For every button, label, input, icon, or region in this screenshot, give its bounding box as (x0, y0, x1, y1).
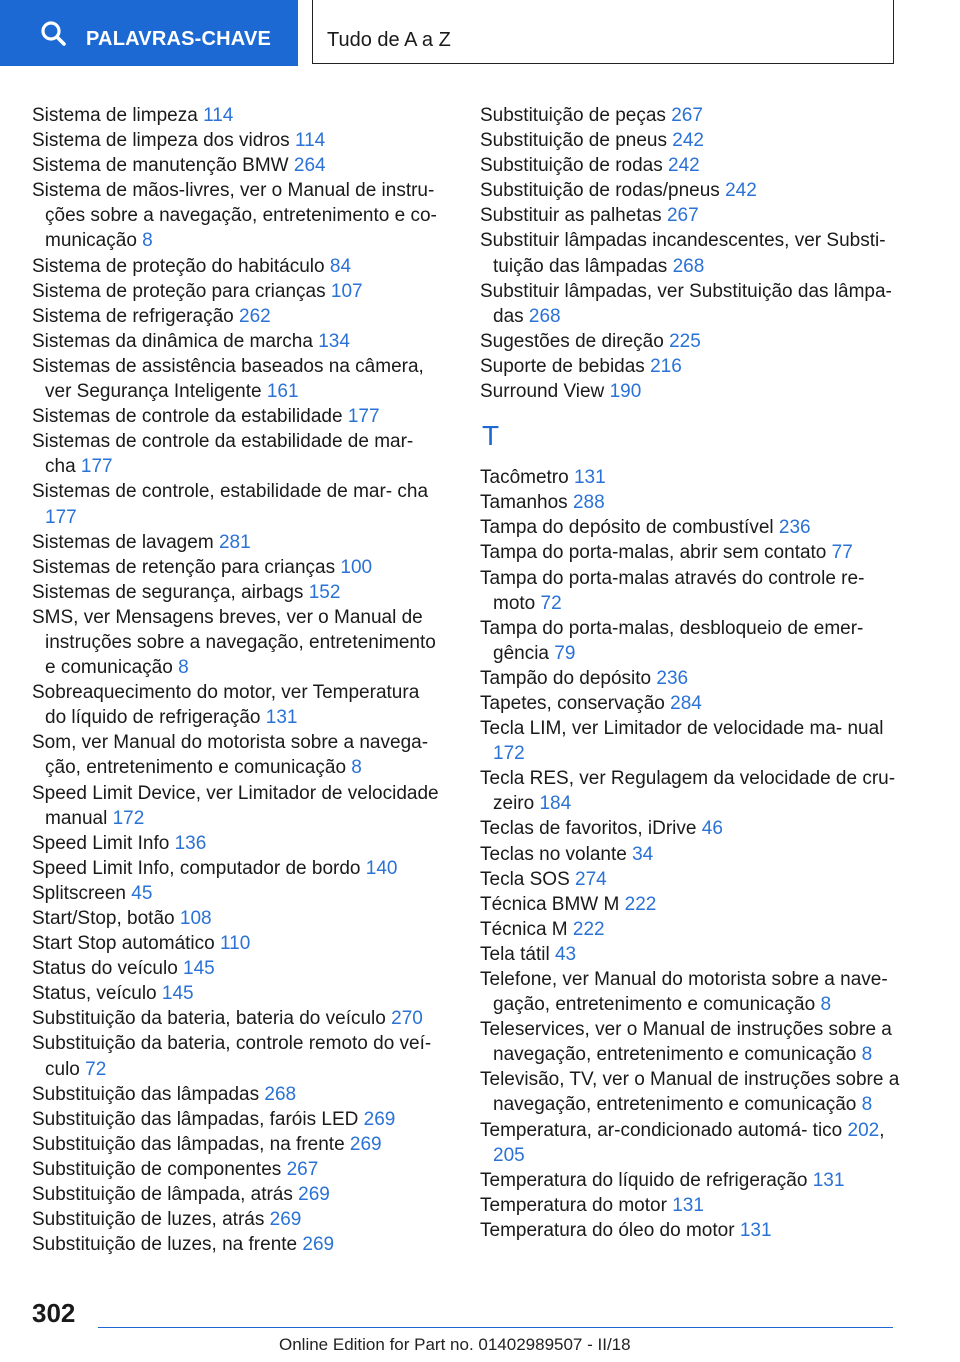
page-reference-link[interactable]: 262 (239, 305, 271, 327)
index-entry (32, 605, 444, 680)
index-term: Sistemas de controle, estabilidade de mar‐ cha (32, 481, 429, 503)
page-reference-link[interactable]: 136 (174, 832, 207, 854)
search-icon (40, 20, 66, 46)
page-reference-link[interactable]: 274 (575, 868, 607, 890)
page-reference-link[interactable]: 268 (264, 1083, 297, 1105)
page-reference-link[interactable]: 177 (80, 456, 113, 478)
page-reference-link[interactable]: 269 (302, 1234, 335, 1256)
index-term: Sistemas de controle da estabilidade (32, 406, 343, 428)
index-entry (480, 465, 900, 490)
page-reference-link[interactable]: 110 (220, 933, 251, 955)
index-term: Tampa do porta-malas, abrir sem contato (480, 542, 827, 564)
page-reference-link[interactable]: 190 (609, 381, 642, 403)
index-entry (32, 981, 444, 1006)
index-term: Substituição de luzes, atrás (32, 1209, 265, 1231)
index-term: Substituição de rodas (480, 155, 663, 177)
page-reference-link[interactable]: 8 (820, 994, 832, 1016)
index-entry (480, 566, 900, 616)
page-reference-link[interactable]: 236 (656, 667, 689, 689)
page-reference-link[interactable]: 77 (831, 542, 853, 564)
page-reference-link[interactable]: 72 (540, 592, 562, 614)
page-reference-link[interactable]: 269 (269, 1209, 302, 1231)
page-reference-link[interactable]: 134 (318, 330, 350, 352)
index-term: Substituição de luzes, na frente (32, 1234, 298, 1256)
index-entry (480, 917, 900, 942)
footer-divider (98, 1327, 893, 1328)
index-entry (480, 228, 900, 278)
index-term: Tecla SOS (480, 868, 570, 890)
index-entry (480, 203, 900, 228)
index-entry (32, 103, 444, 128)
index-term: Substituição das lâmpadas, faróis LED (32, 1108, 359, 1130)
page-reference-link[interactable]: 108 (179, 908, 212, 929)
index-term: Sistema de limpeza (32, 105, 198, 126)
index-entry (480, 1017, 900, 1067)
page-reference-link[interactable]: 45 (131, 882, 153, 904)
page-reference-link[interactable]: 242 (668, 155, 700, 177)
page-reference-link[interactable]: 84 (329, 255, 352, 277)
index-term: Tacômetro (480, 467, 569, 489)
page-reference-link[interactable]: 184 (539, 793, 572, 815)
page-reference-link[interactable]: 145 (183, 958, 215, 980)
index-entry (32, 153, 444, 178)
index-term: Tela tátil (480, 943, 550, 965)
index-entry (32, 1182, 444, 1207)
index-term: Sistemas de retenção para crianças (32, 556, 336, 578)
index-entry (32, 279, 444, 304)
tab-keywords[interactable] (0, 0, 298, 66)
index-entry (32, 1082, 444, 1107)
page-reference-link[interactable]: 8 (351, 757, 362, 779)
index-term: Splitscreen (32, 882, 126, 904)
index-term: Substituição da bateria, controle remoto do veí‐ culo (32, 1033, 432, 1080)
index-entry (480, 942, 900, 967)
page-reference-link[interactable]: 269 (298, 1184, 330, 1206)
section-letter: T (482, 420, 500, 452)
page-reference-link[interactable]: 216 (650, 355, 682, 377)
index-term: Tamanhos (480, 492, 568, 514)
page-reference-link[interactable]: 267 (671, 105, 703, 126)
page-reference-link[interactable]: 268 (672, 255, 705, 277)
index-section-t (480, 465, 900, 1243)
page-reference-link[interactable]: 222 (624, 893, 657, 915)
page-reference-link[interactable]: 205 (493, 1144, 525, 1166)
page-reference-link[interactable]: 267 (666, 205, 699, 227)
index-term: Speed Limit Device, ver Limitador de velocidade manual (32, 782, 439, 829)
index-term: Técnica M (480, 918, 568, 940)
page-reference-link[interactable]: 225 (669, 330, 701, 352)
page-reference-link[interactable]: 145 (161, 983, 194, 1005)
index-term: Sistemas da dinâmica de marcha (32, 330, 313, 352)
index-entry (32, 404, 444, 429)
index-entry (480, 766, 900, 816)
index-term: Técnica BMW M (480, 893, 620, 915)
index-entry (32, 1107, 444, 1132)
index-term: Teclas no volante (480, 843, 627, 865)
page-reference-link[interactable]: 268 (528, 305, 561, 327)
index-entry (480, 153, 900, 178)
edition-footer: Online Edition for Part no. 01402989507 - II/18 (279, 1335, 631, 1354)
index-entry (480, 379, 900, 404)
index-entry (32, 781, 444, 831)
page-reference-link[interactable]: 152 (308, 581, 341, 603)
index-term: Speed Limit Info, computador de bordo (32, 857, 361, 879)
index-entry (480, 691, 900, 716)
index-term: Tampa do porta-malas, desbloqueio de emer‐ gência (480, 617, 864, 664)
page-reference-link[interactable]: 8 (861, 1094, 873, 1116)
page-reference-link[interactable]: 284 (670, 692, 702, 714)
page-reference-link[interactable]: 131 (672, 1194, 704, 1216)
index-term: Substituição de pneus (480, 130, 667, 152)
page-reference-link[interactable]: 131 (573, 467, 606, 489)
index-entry (32, 1132, 444, 1157)
index-term: Substituição de componentes (32, 1158, 282, 1180)
page-reference-link[interactable]: 242 (725, 180, 757, 202)
page-reference-link[interactable]: 264 (293, 155, 326, 177)
index-term: Substituição da bateria, bateria do veículo (32, 1008, 386, 1030)
index-term: SMS, ver Mensagens breves, ver o Manual de instruções sobre a navegação, entretenimento e comunicação (32, 606, 436, 679)
page-reference-link[interactable]: 131 (812, 1169, 845, 1191)
page-reference-link[interactable]: 8 (178, 657, 189, 679)
index-entry (32, 329, 444, 354)
page-reference-link[interactable]: 172 (112, 807, 145, 829)
page-number: 302 (32, 1298, 76, 1328)
index-column-left (32, 103, 444, 1257)
page-reference-link[interactable]: 172 (493, 743, 525, 765)
index-term: Sistema de proteção do habitáculo (32, 255, 325, 277)
index-term: Sistemas de segurança, airbags (32, 581, 304, 603)
header-bar (0, 0, 960, 66)
index-term: Substituição de rodas/pneus (480, 180, 720, 202)
index-term: Substituição de peças (480, 105, 666, 126)
index-entry (32, 479, 444, 529)
index-term: Televisão, TV, ver o Manual de instruções sobre a navegação, entretenimento e comunicação (480, 1069, 900, 1116)
index-entry (32, 680, 444, 730)
index-term: Tampa do porta-malas através do controle re‐ moto (480, 567, 865, 614)
page-reference-link[interactable]: 107 (330, 280, 363, 302)
index-entry (480, 279, 900, 329)
index-term: Tapetes, conservação (480, 692, 665, 714)
page-reference-link[interactable]: 131 (265, 707, 298, 729)
index-entry (32, 254, 444, 279)
index-term: Suporte de bebidas (480, 355, 645, 377)
index-term: Start/Stop, botão (32, 908, 175, 929)
index-entry (32, 831, 444, 856)
index-term: Sistema de proteção para crianças (32, 280, 326, 302)
index-entry (480, 616, 900, 666)
page-reference-link[interactable]: 114 (294, 130, 326, 152)
tab-a-to-z-label: Tudo de A a Z (327, 29, 451, 51)
index-entry (480, 867, 900, 892)
page-reference-link[interactable]: 177 (45, 506, 77, 528)
index-term: Tecla LIM, ver Limitador de velocidade ma‐ nual (480, 718, 884, 740)
index-term: Status do veículo (32, 958, 178, 980)
page-reference-link[interactable]: 161 (266, 381, 299, 403)
page-reference-link[interactable]: 8 (142, 230, 153, 252)
index-entry (32, 304, 444, 329)
index-term: Start Stop automático (32, 933, 215, 955)
index-entry (480, 354, 900, 379)
index-term: Sistemas de assistência baseados na câmera, ver Segurança Inteligente (32, 355, 424, 403)
page-reference-link[interactable]: 79 (554, 642, 576, 664)
page-reference-link[interactable]: 270 (391, 1008, 423, 1030)
index-term: Temperatura do motor (480, 1194, 667, 1216)
index-term: Substituição das lâmpadas, na frente (32, 1133, 345, 1155)
index-entry (480, 329, 900, 354)
page-reference-link[interactable]: 34 (632, 843, 654, 865)
index-term: Tampão do depósito (480, 667, 652, 689)
index-section-s (480, 103, 900, 404)
index-term: Teclas de favoritos, iDrive (480, 818, 697, 840)
index-term: Som, ver Manual do motorista sobre a navega‐ ção, entretenimento e comunicação (32, 732, 429, 779)
tab-keywords-label: PALAVRAS-CHAVE (86, 28, 272, 50)
index-entry (32, 906, 444, 931)
index-term: Sistema de limpeza dos vidros (32, 130, 290, 152)
page-reference-link[interactable]: 46 (701, 818, 723, 840)
page-reference-link[interactable]: 177 (347, 406, 380, 428)
page-reference-link[interactable]: 269 (363, 1108, 396, 1130)
index-term: Speed Limit Info (32, 832, 170, 854)
index-entry (480, 103, 900, 128)
index-entry (480, 892, 900, 917)
index-entry (32, 1207, 444, 1232)
index-term: Tecla RES, ver Regulagem da velocidade de cru‐ zeiro (480, 768, 896, 815)
page-reference-link[interactable]: 288 (572, 492, 605, 514)
index-entry (32, 1006, 444, 1031)
index-term: Status, veículo (32, 983, 157, 1005)
index-entry (480, 515, 900, 540)
index-entry (480, 178, 900, 203)
index-term: Sistemas de controle da estabilidade de mar‐ cha (32, 431, 414, 478)
index-term: Temperatura do óleo do motor (480, 1219, 735, 1241)
index-entry (480, 666, 900, 691)
index-term: Substituição de lâmpada, atrás (32, 1184, 293, 1206)
index-entry: Temperatura, ar-condicionado automá‐ tico 202, 205 (480, 1119, 885, 1166)
page-reference-link[interactable]: 236 (778, 517, 811, 539)
index-term: Teleservices, ver o Manual de instruções sobre a navegação, entretenimento e comunicação (480, 1019, 892, 1066)
index-entry (32, 1157, 444, 1182)
index-term: Substituir lâmpadas, ver Substituição das lâmpa‐ das (480, 280, 892, 327)
index-term: Sugestões de direção (480, 330, 664, 352)
page-reference-link[interactable]: 100 (340, 556, 373, 578)
page-reference-link[interactable]: 269 (349, 1133, 382, 1155)
index-entry (32, 956, 444, 981)
index-entry (32, 881, 444, 906)
index-entry (32, 530, 444, 555)
tab-a-to-z[interactable] (312, 0, 894, 64)
index-entry (32, 429, 444, 479)
index-term: Sistema de refrigeração (32, 305, 234, 327)
page-reference-link[interactable]: 114 (203, 105, 234, 126)
page-reference-link[interactable]: 267 (286, 1158, 319, 1180)
index-entry (480, 1193, 900, 1218)
index-term: Temperatura, ar-condicionado automá‐ tico (480, 1119, 843, 1141)
index-entry (32, 178, 444, 253)
page-reference-link[interactable]: 202 (847, 1119, 880, 1141)
index-entry (32, 730, 444, 780)
page-reference-link[interactable]: 43 (554, 943, 577, 965)
index-column-right (480, 103, 900, 1243)
page-reference-link[interactable]: 140 (365, 857, 398, 879)
index-term: Substituir as palhetas (480, 205, 662, 227)
index-entry (480, 967, 900, 1017)
index-term: Sistemas de lavagem (32, 531, 214, 553)
index-entry (480, 540, 900, 565)
index-entry (32, 354, 444, 404)
index-entry (480, 1168, 900, 1193)
index-term: Substituição das lâmpadas (32, 1083, 260, 1105)
page-reference-link[interactable]: 72 (85, 1058, 107, 1080)
index-entry (480, 1067, 900, 1117)
index-term: Temperatura do líquido de refrigeração (480, 1169, 808, 1191)
index-term: Sistema de manutenção BMW (32, 155, 289, 177)
index-entry (32, 128, 444, 153)
page-reference-link[interactable]: 242 (672, 130, 704, 152)
page-reference-link[interactable]: 222 (572, 918, 605, 940)
index-term: Surround View (480, 381, 605, 403)
index-entry (32, 1031, 444, 1081)
index-entry (480, 1218, 900, 1243)
page-reference-link[interactable]: 8 (861, 1044, 873, 1066)
index-term: Sobreaquecimento do motor, ver Temperatura do líquido de refrigeração (32, 682, 420, 729)
index-entry (480, 816, 900, 841)
index-entry (32, 856, 444, 881)
page-reference-link[interactable]: 281 (218, 531, 251, 553)
index-entry (32, 555, 444, 580)
index-term: Substituir lâmpadas incandescentes, ver Substi‐ tuição das lâmpadas (480, 230, 886, 277)
index-term: Sistema de mãos-livres, ver o Manual de instru‐ ções sobre a navegação, entretenimento e co‐ municação (32, 180, 437, 252)
index-entry (32, 1232, 444, 1257)
index-entry (480, 128, 900, 153)
index-term: Tampa do depósito de combustível (480, 517, 774, 539)
index-entry (480, 842, 900, 867)
index-entry (32, 931, 444, 956)
index-term: Telefone, ver Manual do motorista sobre a nave‐ gação, entretenimento e comunicação (480, 969, 888, 1016)
page-reference-link[interactable]: 131 (739, 1219, 772, 1241)
index-entry (32, 580, 444, 605)
index-entry (480, 490, 900, 515)
index-entry (480, 716, 900, 766)
